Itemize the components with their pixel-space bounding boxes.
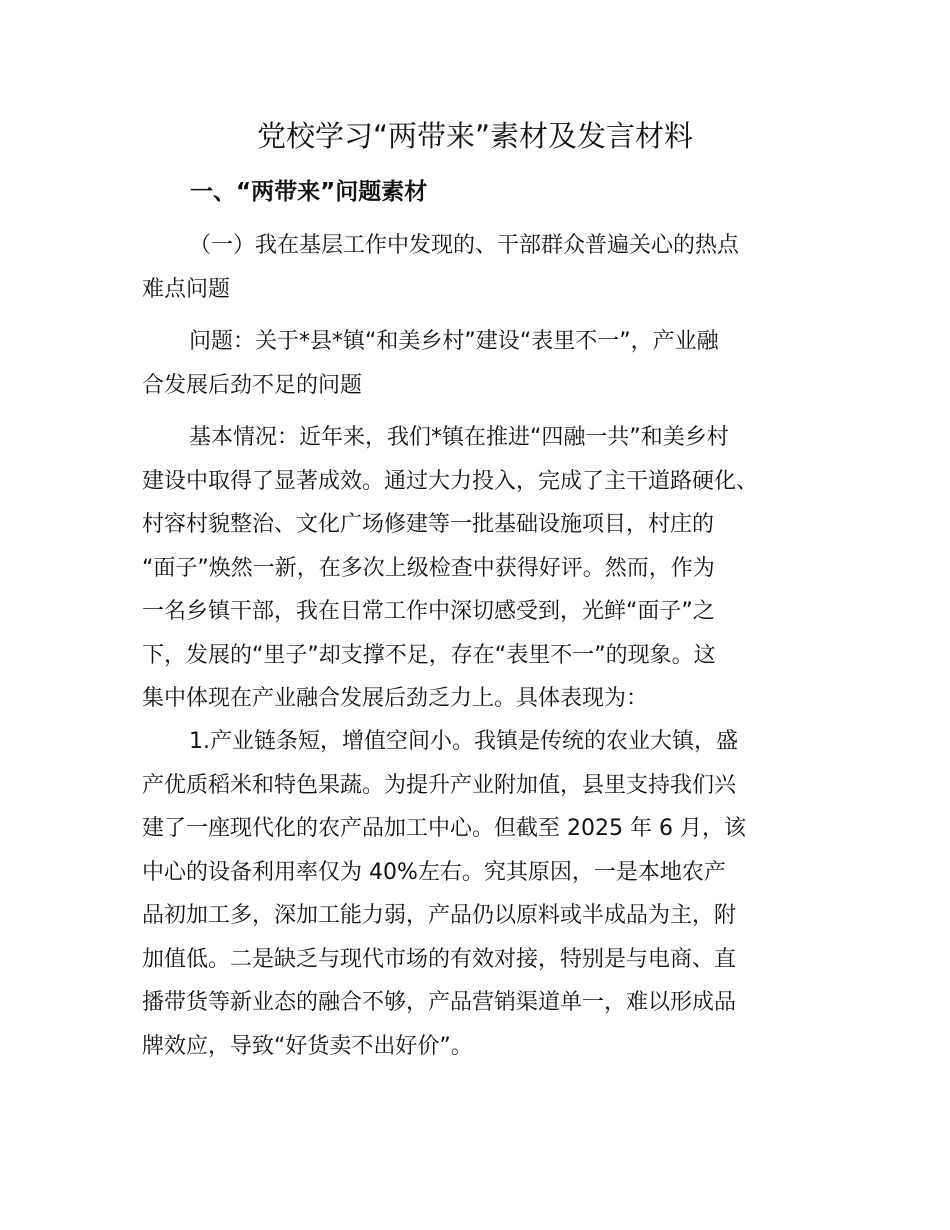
paragraph-line: （一）我在基层工作中发现的、干部群众普遍关心的热点 — [189, 233, 740, 258]
paragraph-line: 建了一座现代化的农产品加工中心。但截至 2025 年 6 月，该 — [142, 816, 746, 841]
paragraph-problem — [142, 320, 817, 407]
paragraph-line: 下，发展的“里子”却支撑不足，存在“表里不一”的现象。这 — [142, 642, 716, 668]
paragraph-line: 难点问题 — [142, 276, 231, 302]
paragraph-industry-chain — [142, 720, 817, 1068]
paragraph-line: 一名乡镇干部，我在日常工作中深切感受到，光鲜“面子”之 — [142, 599, 715, 624]
paragraph-line: 村容村貌整治、文化广场修建等一批基础设施项目，村庄的 — [142, 512, 715, 537]
paragraph-line: 合发展后劲不足的问题 — [142, 372, 363, 398]
paragraph-basic-situation — [142, 416, 817, 721]
paragraph-line: 品初加工多，深加工能力弱，产品仍以原料或半成品为主，附 — [142, 903, 737, 928]
paragraph-line: 产优质稻米和特色果蔬。为提升产业附加值，县里支持我们兴 — [142, 772, 737, 798]
paragraph-line: 问题：关于*县*镇“和美乡村”建设“表里不一”，产业融 — [189, 329, 719, 354]
paragraph-line: 集中体现在产业融合发展后劲乏力上。具体表现为： — [142, 686, 649, 711]
paragraph-line: 建设中取得了显著成效。通过大力投入，完成了主干道路硬化、 — [142, 468, 759, 494]
paragraph-subsection-heading — [142, 224, 817, 311]
document-title: 党校学习“两带来”素材及发言材料 — [256, 119, 694, 153]
paragraph-line: 基本情况：近年来，我们*镇在推进“四融一共”和美乡村 — [189, 425, 729, 450]
section-heading: 一、“两带来”问题素材 — [190, 179, 428, 205]
paragraph-line: 中心的设备利用率仅为 40%左右。究其原因，一是本地农产 — [142, 859, 726, 885]
paragraph-line: “面子”焕然一新，在多次上级检查中获得好评。然而，作为 — [142, 555, 715, 581]
paragraph-line: 加值低。二是缺乏与现代市场的有效对接，特别是与电商、直 — [142, 946, 737, 972]
paragraph-line: 播带货等新业态的融合不够，产品营销渠道单一，难以形成品 — [142, 990, 737, 1015]
paragraph-line: 1.产业链条短，增值空间小。我镇是传统的农业大镇，盛 — [189, 729, 738, 754]
paragraph-line: 牌效应，导致“好货卖不出好价”。 — [142, 1033, 473, 1059]
